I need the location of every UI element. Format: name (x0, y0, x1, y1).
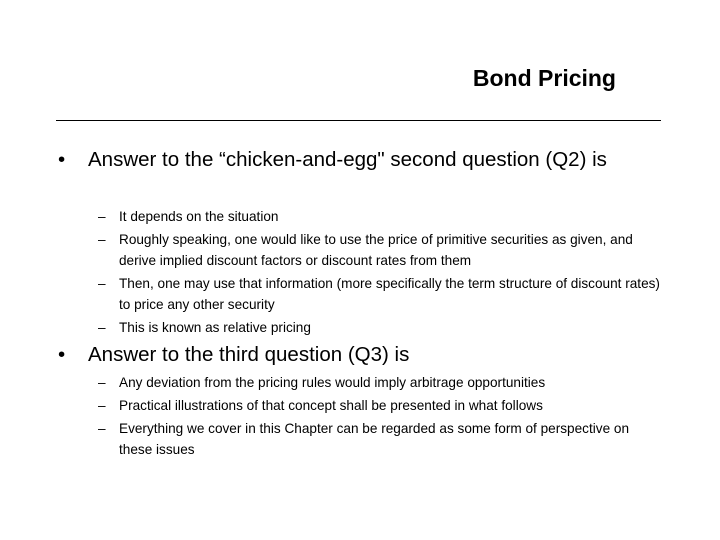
sub-item-text: Everything we cover in this Chapter can be regarded as some form of perspective on these issues (119, 421, 630, 457)
bullet-marker: • (58, 343, 66, 366)
sub-item-text: Then, one may use that information (more specifically the term structure of discount rates) to price any other security (119, 276, 660, 312)
dash-marker: – (98, 398, 106, 413)
sub-list-q2 (98, 206, 660, 340)
dash-marker: – (98, 276, 106, 291)
dash-marker: – (98, 320, 106, 335)
sub-item (98, 418, 660, 460)
sub-item (98, 395, 660, 416)
dash-marker: – (98, 232, 106, 247)
sub-item-text: This is known as relative pricing (119, 320, 311, 335)
dash-marker: – (98, 375, 106, 390)
sub-item (98, 273, 660, 315)
slide-title: Bond Pricing (472, 65, 616, 91)
bullet-marker: • (58, 148, 66, 171)
sub-item-text: Practical illustrations of that concept shall be presented in what follows (119, 398, 543, 413)
bullet-q3 (58, 342, 668, 368)
sub-item-text: Any deviation from the pricing rules would imply arbitrage opportunities (119, 375, 546, 390)
title-divider (56, 120, 661, 121)
sub-list-q3 (98, 372, 660, 462)
sub-item (98, 206, 660, 227)
dash-marker: – (98, 421, 106, 436)
sub-item-text: It depends on the situation (119, 209, 279, 224)
sub-item (98, 372, 660, 393)
dash-marker: – (98, 209, 106, 224)
sub-item (98, 317, 660, 338)
bullet-q2 (58, 147, 668, 173)
sub-item (98, 229, 660, 271)
bullet-text: Answer to the “chicken-and-egg" second question (Q2) is (88, 148, 607, 171)
sub-item-text: Roughly speaking, one would like to use the price of primitive securities as given, and derive implied discount factors or discount rates from them (119, 232, 633, 268)
bullet-text: Answer to the third question (Q3) is (88, 343, 410, 366)
